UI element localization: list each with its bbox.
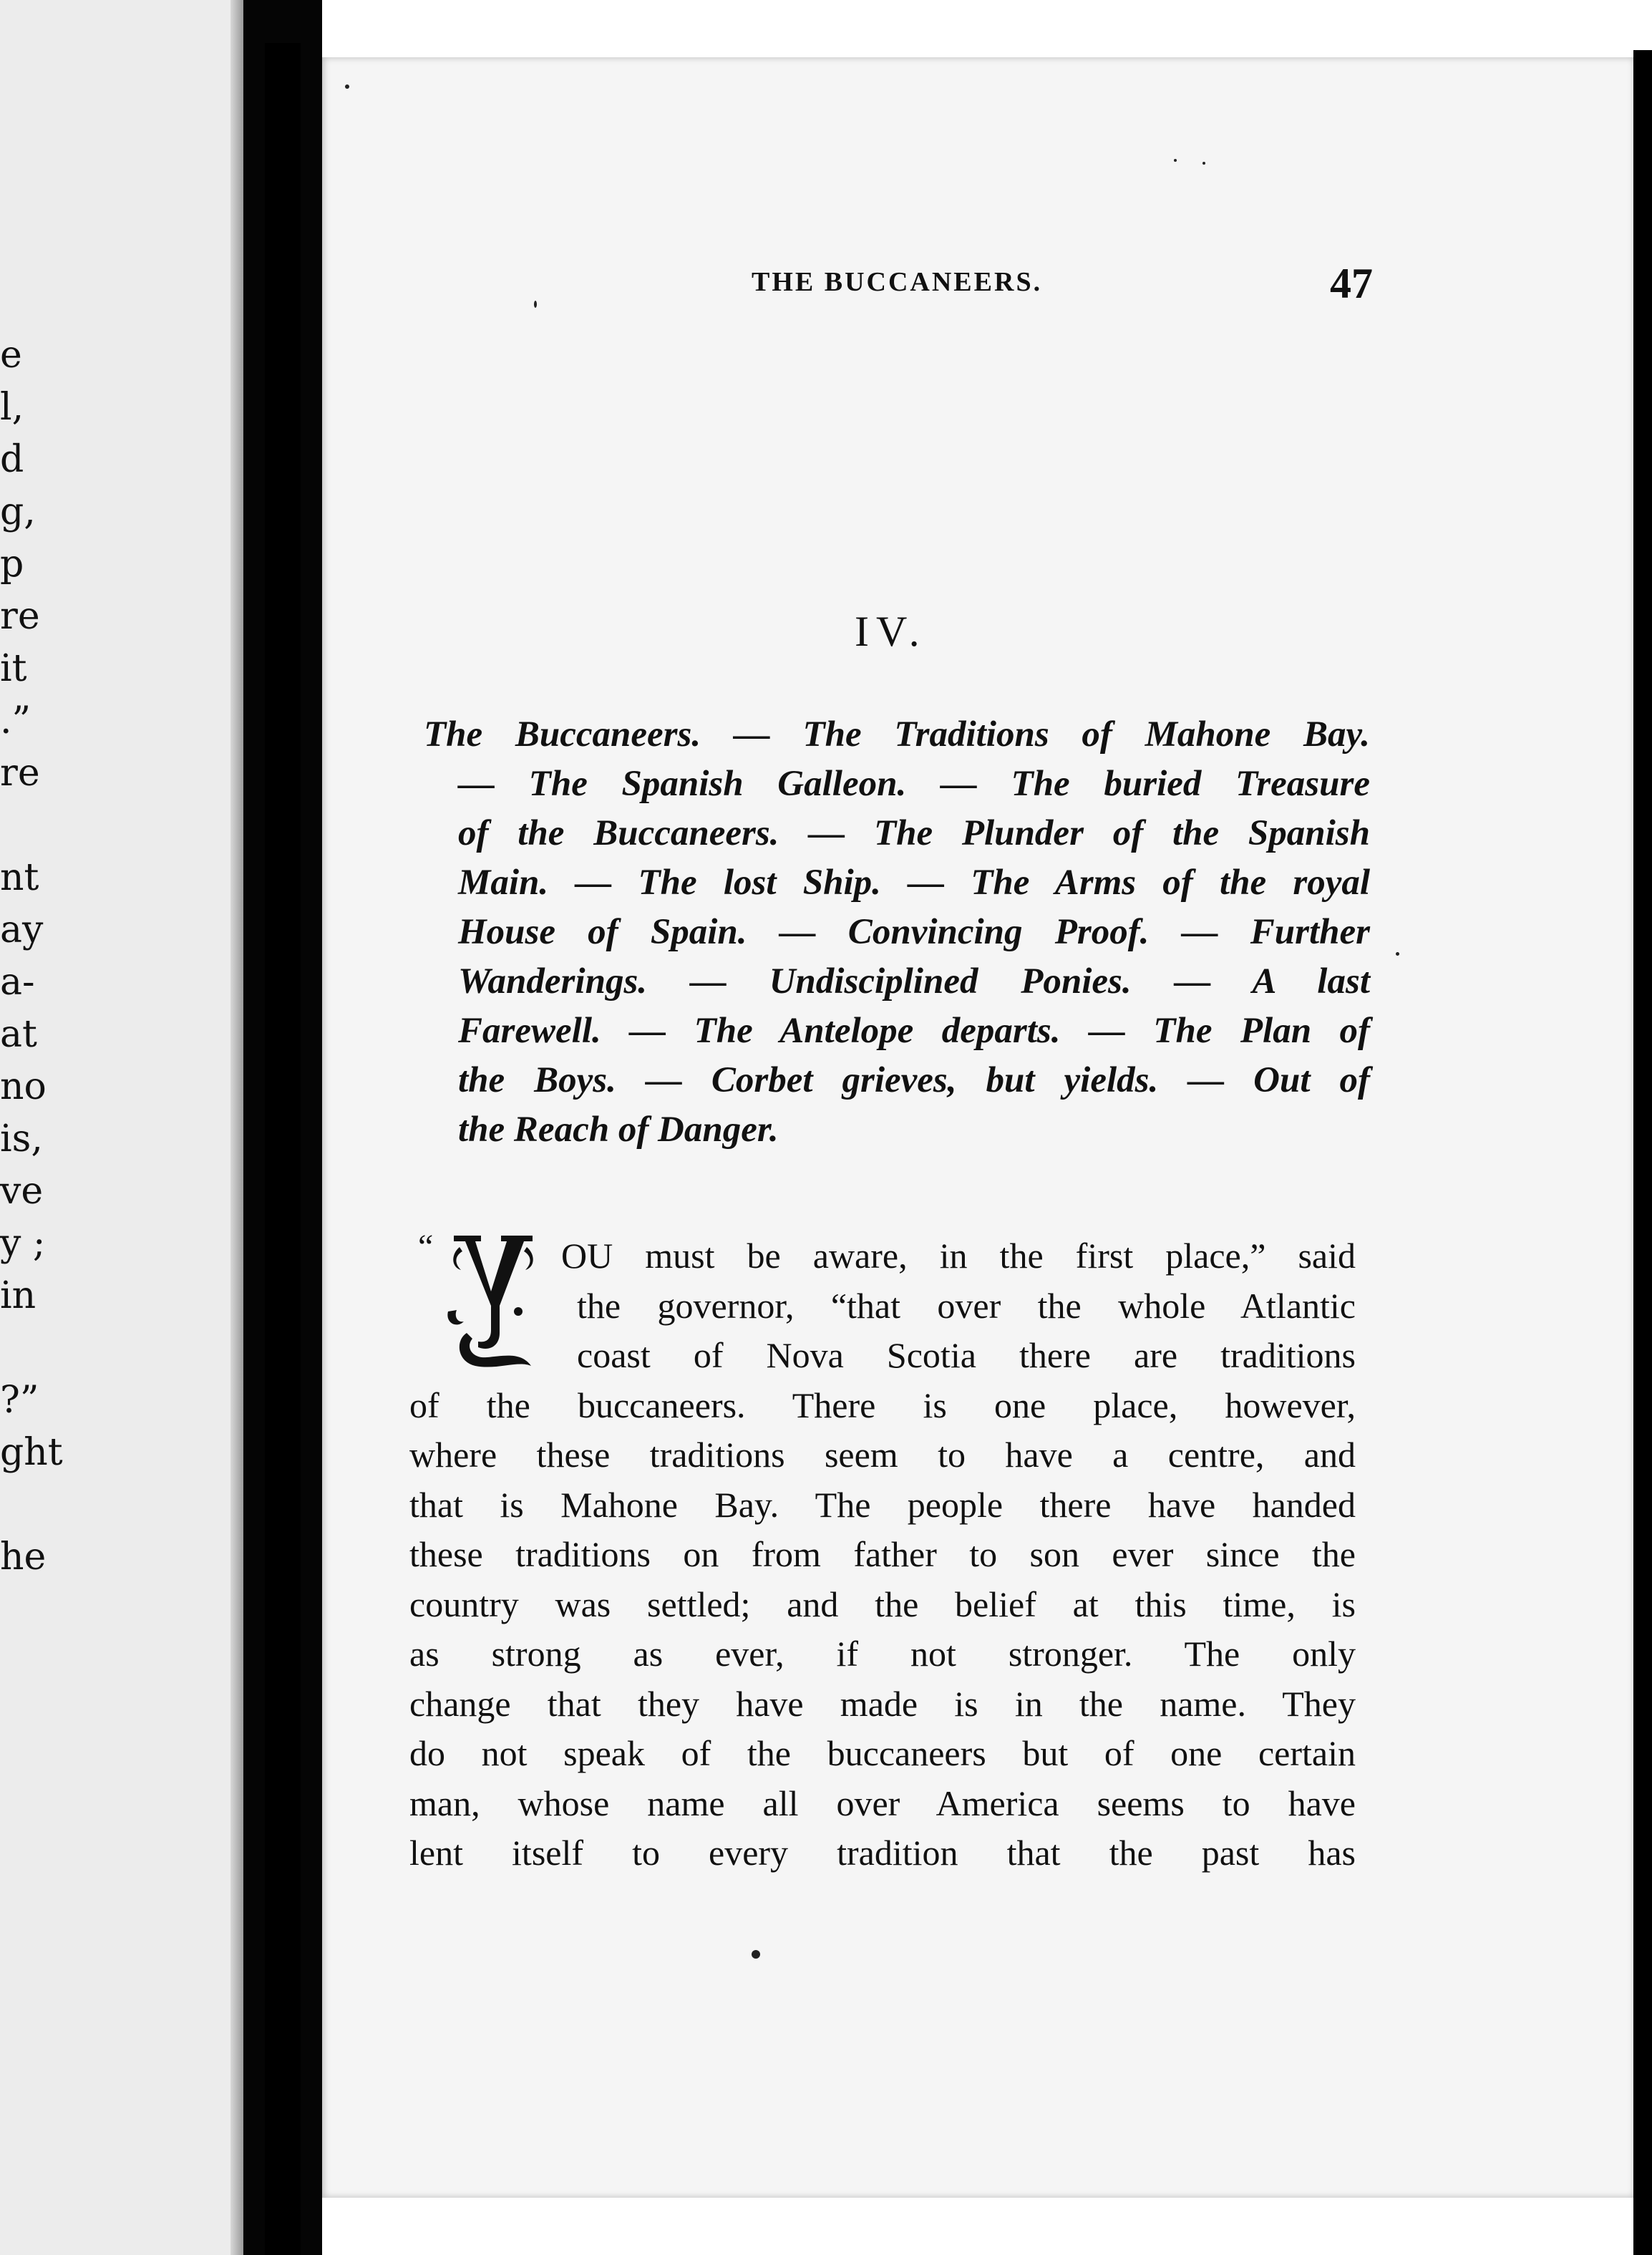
body-line: as strong as ever, if not stronger. The only [409,1634,1356,1674]
fragment-line: .” [0,699,31,742]
fragment-line: e [0,334,22,377]
body-text [409,1231,1356,1878]
fragment-line: p [0,543,24,586]
facing-page-line-endings [0,329,63,1584]
fragment-line: ve [0,1170,44,1213]
opening-quote: “ [418,1228,434,1266]
fragment-line: at [0,1013,37,1056]
fragment-line: re [0,595,40,638]
fragment-line: ght [0,1431,63,1474]
body-line: OU must be aware, in the first place,” said [561,1236,1356,1276]
page-edge-shadow [230,0,243,2255]
page-number: 47 [1330,260,1373,307]
body-line: that is Mahone Bay. The people there have handed [409,1484,1356,1525]
fragment-gap [0,1322,43,1374]
summary-line: — The Spanish Galleon. — The buried Treasure [458,764,1370,804]
print-speck [1202,162,1205,165]
body-line: of the buccaneers. There is one place, however, [409,1384,1356,1425]
fragment-line: y ; [0,1222,46,1265]
gutter-shadow [265,43,301,2255]
print-speck [1396,952,1399,956]
running-head: THE BUCCANEERS. [752,267,1043,297]
body-line: do not speak of the buccaneers but of one certain [409,1733,1356,1773]
body-line: where these traditions seem to have a centre, and [409,1435,1356,1475]
fragment-line: nt [0,856,39,899]
fragment-line: ?” [0,1379,39,1422]
summary-line: Farewell. — The Antelope departs. — The Plan of [458,1011,1370,1051]
summary-line: House of Spain. — Convincing Proof. — Further [458,912,1370,952]
body-line: man, whose name all over America seems to have [409,1783,1356,1823]
body-line: change that they have made is in the name. They [409,1683,1356,1724]
summary-line: The Buccaneers. — The Traditions of Mahone Bay. [424,714,1370,755]
chapter-summary [424,710,1370,1155]
fragment-line: ay [0,908,44,951]
print-speck [752,1950,760,1959]
summary-line: Wanderings. — Undisciplined Ponies. — A last [458,961,1370,1002]
fragment-line: d [0,438,24,481]
fragment-gap [0,1479,43,1531]
fragment-line: re [0,752,40,795]
body-line: these traditions on from father to son ever since the [409,1534,1356,1574]
body-line: the governor, “that over the whole Atlantic [577,1285,1356,1326]
fragment-line: no [0,1065,47,1108]
summary-line: the Boys. — Corbet grieves, but yields. — Out of [458,1060,1370,1100]
summary-line: the Reach of Danger. [458,1110,779,1150]
print-speck [534,301,537,308]
summary-line: Main. — The lost Ship. — The Arms of the royal [458,863,1370,903]
body-line: lent itself to every tradition that the past has [409,1833,1356,1873]
chapter-number: IV. [855,608,927,655]
fragment-line: l, [0,386,24,429]
fragment-gap [0,800,43,852]
right-page-edge [1633,50,1652,2255]
body-line: country was settled; and the belief at this time, is [409,1584,1356,1624]
fragment-line: it [0,647,27,690]
fragment-line: a- [0,961,35,1004]
summary-line: of the Buccaneers. — The Plunder of the Spanish [458,813,1370,853]
fragment-line: is, [0,1117,43,1160]
facing-page-fragment [0,0,243,2255]
print-speck [345,84,349,89]
fragment-line: g, [0,490,36,533]
print-speck [1174,159,1177,162]
fragment-line: in [0,1274,37,1317]
body-line: coast of Nova Scotia there are traditions [577,1335,1356,1375]
fragment-line: he [0,1536,47,1578]
